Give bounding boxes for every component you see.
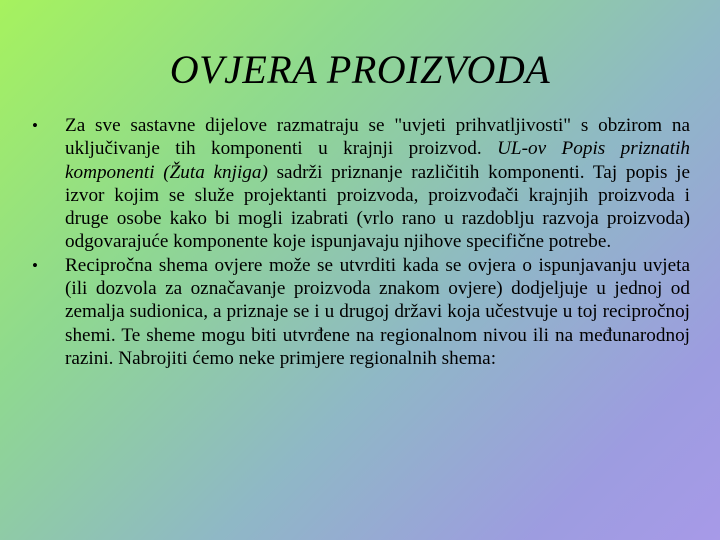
bullet-text-part-b: sadrži priznanje različitih komponenti. Taj popis je izvor kojim se služe projektanti proizvoda, proizvođači krajnjih proizvoda i druge osobe kako bi mogli izabrati (vrlo rano u razdoblju razvoja proizvoda) odgovarajuće komponente koje ispunjavaju njihove specifične potrebe. (65, 161, 690, 253)
bullet-item-reciprocal (30, 254, 690, 370)
bullet-text-part-a: Za sve sastavne dijelove razmatraju se "uvjeti prihvatljivosti" s obzirom na uključivanje tih komponenti u krajnji proizvod. (65, 115, 690, 160)
slide-title: OVJERA PROIZVODA (169, 47, 551, 92)
bullet-item-components (30, 114, 690, 254)
bullet-list (30, 114, 690, 370)
bullet-icon: • (32, 255, 38, 275)
bullet-icon: • (32, 116, 38, 135)
bullet-text: Recipročna shema ovjere može se utvrditi kada se ovjera o ispunjavanju uvjeta (ili dozvola za označavanje proizvoda znakom ovjere) dodjeljuje u jednoj od zemalja sudionica, a priznaje se i u drugoj državi koja učestvuje u toj recipročnoj shemi. Te sheme mogu biti utvrđene na regionalnom nivou ili na međunarodnoj razini. Nabrojiti ćemo neke primjere regionalnih shema: (65, 254, 690, 369)
bullet-text-italic: UL-ov Popis priznatih komponenti (Žuta knjiga) (65, 138, 690, 183)
